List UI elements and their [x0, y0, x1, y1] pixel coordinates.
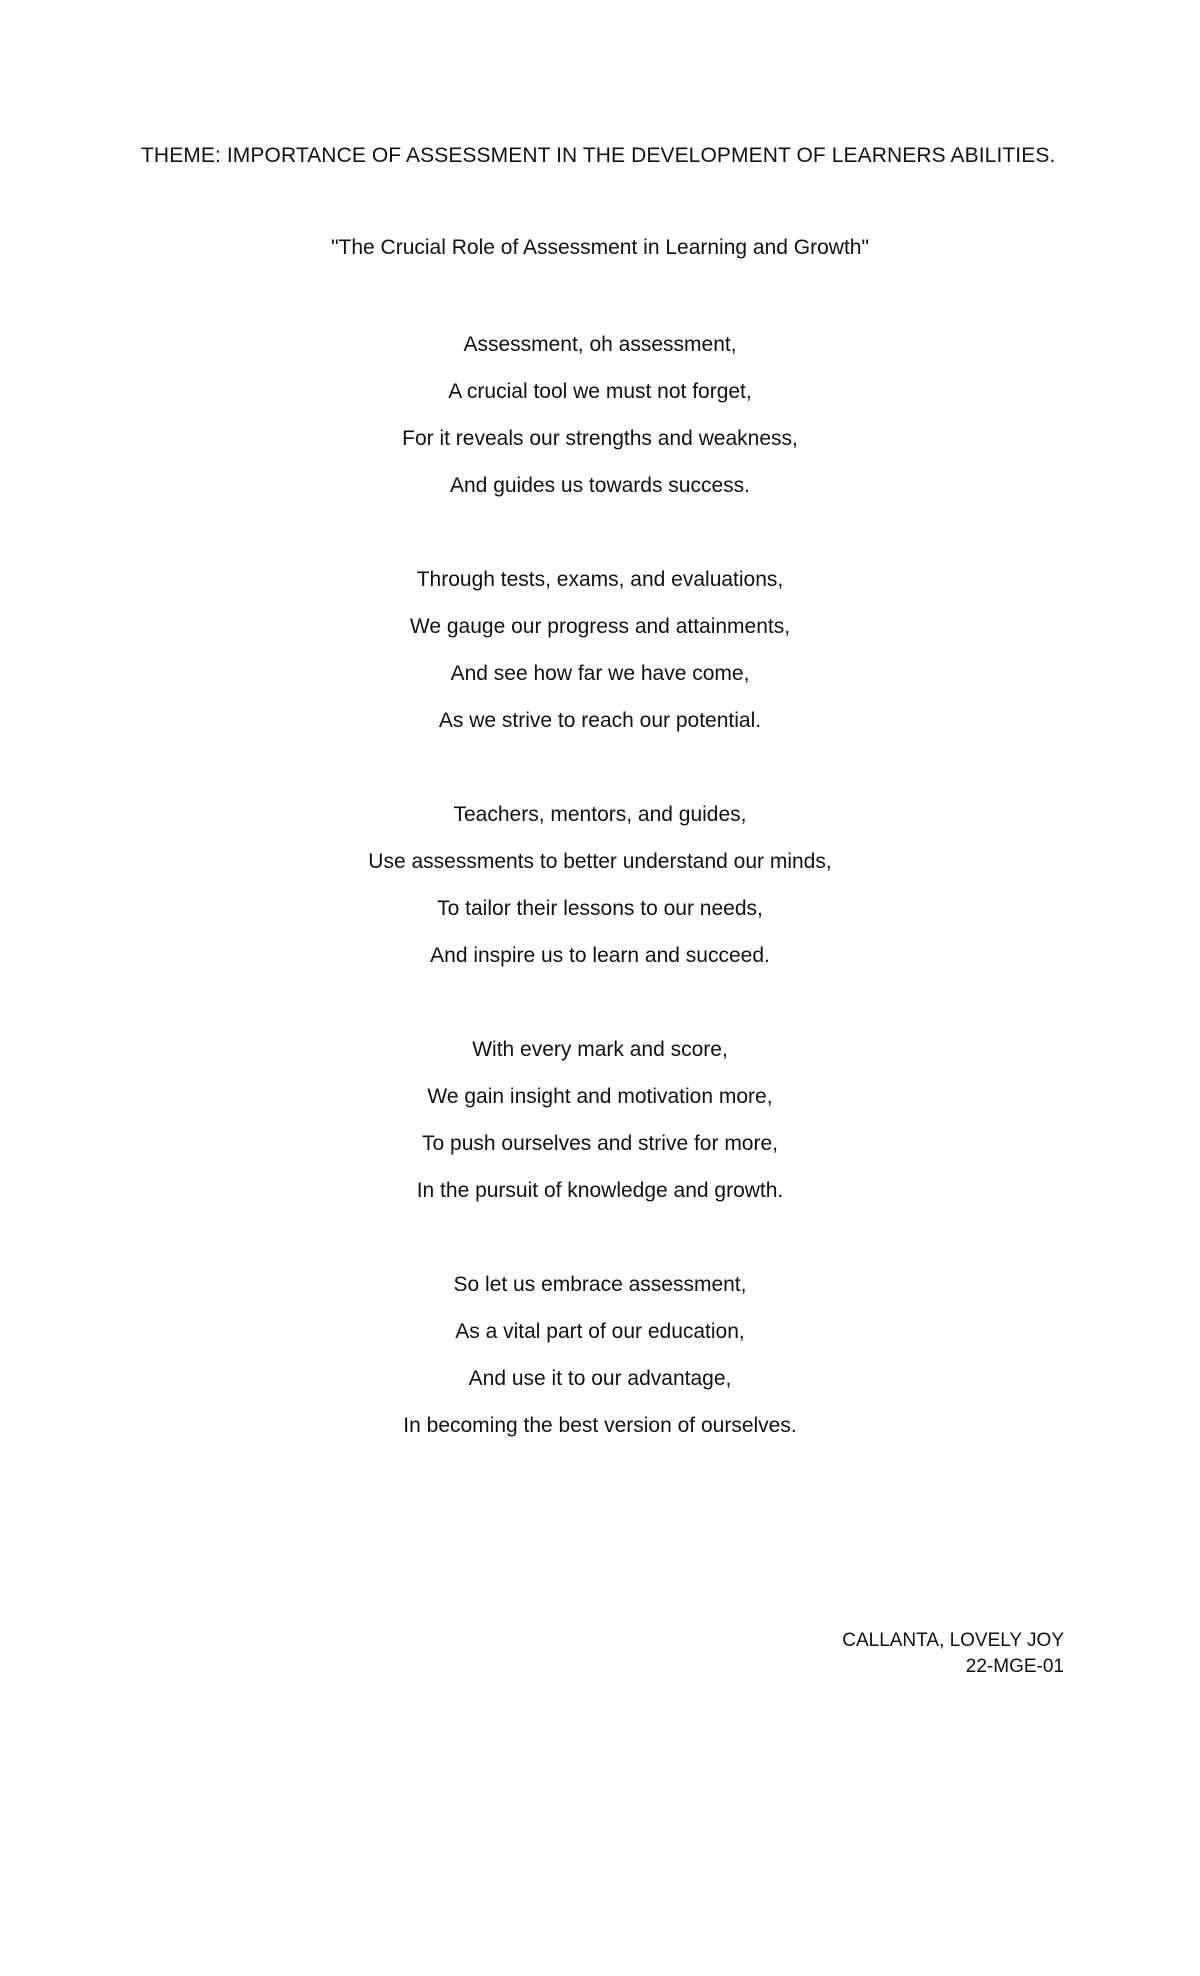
author-section: 22-MGE-01	[965, 1656, 1064, 1677]
poem-line: Use assessments to better understand our minds,	[368, 850, 832, 873]
poem-title: "The Crucial Role of Assessment in Learning and Growth"	[331, 236, 869, 259]
author-signature-block	[842, 1628, 1064, 1680]
poem-line: As we strive to reach our potential.	[438, 709, 762, 732]
poem-line: With every mark and score,	[472, 1038, 728, 1061]
poem-line: To push ourselves and strive for more,	[422, 1132, 778, 1155]
poem-body	[0, 328, 1200, 1503]
stanza-1	[0, 328, 1200, 516]
poem-line: So let us embrace assessment,	[453, 1273, 747, 1296]
poem-line: In the pursuit of knowledge and growth.	[416, 1179, 784, 1202]
poem-line: A crucial tool we must not forget,	[448, 380, 752, 403]
poem-line: In becoming the best version of ourselves.	[403, 1414, 797, 1437]
poem-line: We gauge our progress and attainments,	[409, 615, 791, 638]
poem-line: Assessment, oh assessment,	[463, 333, 737, 356]
stanza-3	[0, 798, 1200, 986]
poem-line: And use it to our advantage,	[468, 1367, 732, 1390]
poem-line: Through tests, exams, and evaluations,	[416, 568, 784, 591]
author-name: CALLANTA, LOVELY JOY	[842, 1630, 1064, 1651]
poem-line: To tailor their lessons to our needs,	[437, 897, 763, 920]
stanza-4	[0, 1033, 1200, 1221]
poem-line: For it reveals our strengths and weakness,	[402, 427, 798, 450]
stanza-5	[0, 1268, 1200, 1456]
theme-heading: THEME: IMPORTANCE OF ASSESSMENT IN THE DEVELOPMENT OF LEARNERS ABILITIES.	[141, 144, 1056, 167]
poem-line: And guides us towards success.	[450, 474, 750, 497]
poem-line: And see how far we have come,	[450, 662, 750, 685]
stanza-2	[0, 563, 1200, 751]
poem-line: We gain insight and motivation more,	[427, 1085, 773, 1108]
poem-line: And inspire us to learn and succeed.	[430, 944, 770, 967]
poem-line: Teachers, mentors, and guides,	[453, 803, 747, 826]
poem-line: As a vital part of our education,	[455, 1320, 745, 1343]
